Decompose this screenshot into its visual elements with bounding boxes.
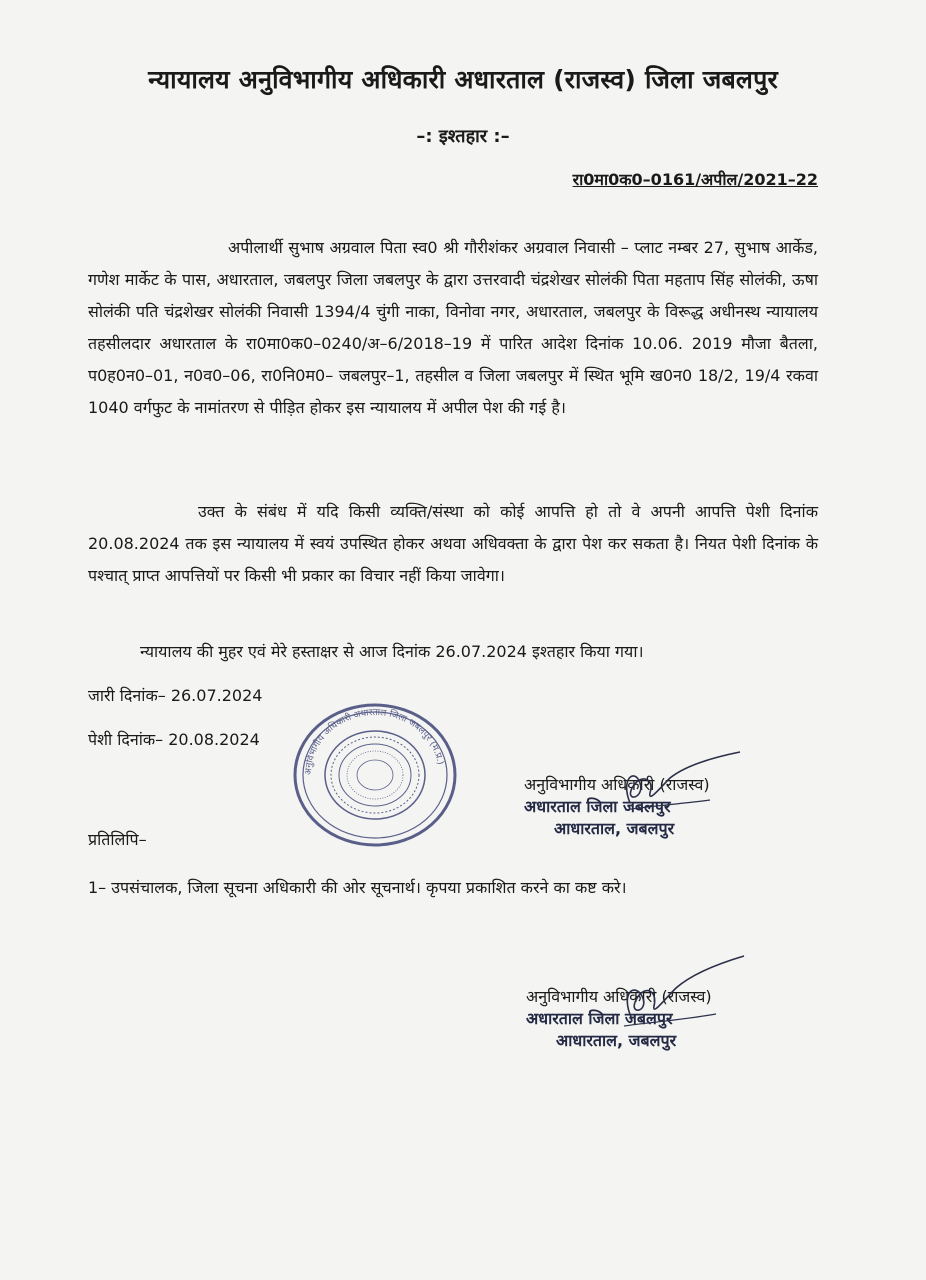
court-heading: न्यायालय अनुविभागीय अधिकारी अधारताल (राजस्व) जिला जबलपुर xyxy=(148,65,778,94)
hearing-date: पेशी दिनांक– 20.08.2024 xyxy=(88,730,260,749)
notice-subheading: –: इश्तहार :– xyxy=(416,126,510,147)
objection-paragraph: उक्त के संबंध में यदि किसी व्यक्ति/संस्था को कोई आपत्ति हो तो वे अपनी आपत्ति पेशी दिनांक 20.08.2024 तक इस न्यायालय में स्वयं उपस्थित होकर अथवा अधिवक्ता के द्वारा पेश कर सकता है। नियत पेशी दिनांक के पश्चात् प्राप्त आपत्तियों पर किसी भी प्रकार का विचार नहीं किया जावेगा। xyxy=(88,502,818,585)
seal-ring-path: अनुविभागीय अधिकारी अधारताल जिला जबलपुर (म.प्र.) xyxy=(303,707,445,776)
seal-statement: न्यायालय की मुहर एवं मेरे हस्ताक्षर से आज दिनांक 26.07.2024 इश्तहार किया गया। xyxy=(140,642,644,661)
officer-title-2: अनुविभागीय अधिकारी (राजस्व) xyxy=(526,987,712,1006)
appeal-paragraph: अपीलार्थी सुभाष अग्रवाल पिता स्व0 श्री गौरीशंकर अग्रवाल निवासी – प्लाट नम्बर 27, सुभाष आर्केड, गणेश मार्केट के पास, अधारताल, जबलपुर जिला जबलपुर के द्वारा उत्तरवादी चंद्रशेखर सोलंकी पिता महताप सिंह सोलंकी, ऊषा सोलंकी पति चंद्रशेखर सोलंकी निवासी 1394/4 चुंगी नाका, विनोवा नगर, अधारताल, जबलपुर के विरूद्ध अधीनस्थ न्यायालय तहसीलदार अधारताल के रा0मा0क0–0240/अ–6/2018–19 में पारित आदेश दिनांक 10.06. 2019 मौजा बैतला, प0ह0न0–01, न0व0–06, रा0नि0म0– जबलपुर–1, तहसील व जिला जबलपुर में स्थित भूमि ख0न0 18/2, 19/4 रकवा 1040 वर्गफुट के नामांतरण से पीड़ित होकर इस न्यायालय में अपील पेश की गई है। xyxy=(88,238,818,417)
issue-date: जारी दिनांक– 26.07.2024 xyxy=(88,686,263,705)
stamp-line-1b: आधारताल, जबलपुर xyxy=(554,819,675,838)
case-number: रा0मा0क0–0161/अपील/2021–22 xyxy=(572,170,818,189)
officer-title-1: अनुविभागीय अधिकारी (राजस्व) xyxy=(524,775,710,794)
court-seal xyxy=(290,700,460,850)
officer-signature-2 xyxy=(592,954,752,1034)
officer-signature-1 xyxy=(590,748,750,818)
stamp-line-2b: आधारताल, जबलपुर xyxy=(556,1031,677,1050)
stamp-line-1a: अधारताल जिला जबलपुर xyxy=(524,797,671,816)
copy-label: प्रतिलिपि– xyxy=(88,830,147,849)
stamp-line-2a: अधारताल जिला जबलपुर xyxy=(526,1009,673,1028)
copy-item-1: 1– उपसंचालक, जिला सूचना अधिकारी की ओर सूचनार्थ। कृपया प्रकाशित करने का कष्ट करे। xyxy=(88,878,627,897)
